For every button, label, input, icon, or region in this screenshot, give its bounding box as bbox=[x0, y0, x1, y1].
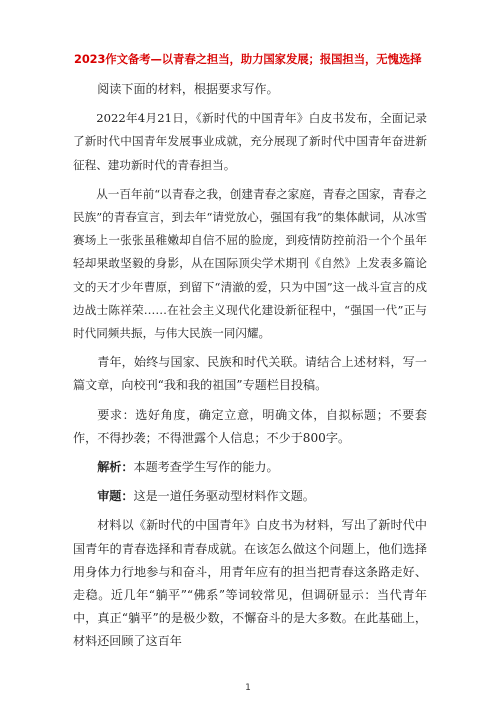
paragraph-material-1: 2022年4月21日，《新时代的中国青年》白皮书发布，全面记录了新时代中国青年发展事业成就，充分展现了新时代中国青年奋进新征程、建功新时代的青春担当。 bbox=[73, 111, 427, 172]
paragraph-instruction: 阅读下面的材料，根据要求写作。 bbox=[97, 82, 279, 96]
page-number: 1 bbox=[245, 683, 251, 693]
review-text: 这是一道任务驱动型材料作文题。 bbox=[133, 489, 315, 504]
analysis-label: 解析： bbox=[97, 460, 134, 475]
paragraph-requirements: 要求：选好角度，确定立意，明确文体，自拟标题；不要套作，不得抄袭；不得泄露个人信息；不少于800字。 bbox=[73, 407, 427, 445]
paragraph-analysis bbox=[73, 456, 427, 479]
paragraph-discussion: 材料以《新时代的中国青年》白皮书为材料，写出了新时代中国青年的青春选择和青春成就。在该怎么做这个问题上，他们选择用身体力行地参与和奋斗，用青年应有的担当把青春这条路走好、走稳。近几年“躺平”“佛系”等词较常见，但调研显示：当代青年中，真正“躺平”的是极少数，不懈奋斗的是大多数。在此基础上，材料还回顾了这百年 bbox=[73, 518, 427, 649]
review-label: 审题： bbox=[97, 489, 134, 504]
paragraph-material-2: 从一百年前“以青春之我，创建青春之家庭，青春之国家，青春之民族”的青春宣言，到去年“请党放心，强国有我”的集体献词，从冰雪赛场上一张张虽稚嫩却自信不屈的脸庞，到疫情防控前沿一个个虽年轻却果敢坚毅的身影，从在国际顶尖学术期刊《自然》上发表多篇论文的天才少年曹原，到留下“清澈的爱，只为中国”这一战斗宣言的戍边战士陈祥荣……在社会主义现代化建设新征程中，“强国一代”正与时代同频共振，与伟大民族一同闪耀。 bbox=[73, 186, 428, 341]
paragraph-review bbox=[73, 485, 427, 508]
analysis-text: 本题考查学生写作的能力。 bbox=[133, 460, 279, 475]
paragraph-task: 青年，始终与国家、民族和时代关联。请结合上述材料，写一篇文章，向校刊“我和我的祖国”专题栏目投稿。 bbox=[73, 355, 427, 393]
document-body bbox=[73, 78, 427, 660]
document-title: 2023作文备考—以青春之担当，助力国家发展；报国担当，无愧选择 bbox=[74, 52, 422, 66]
